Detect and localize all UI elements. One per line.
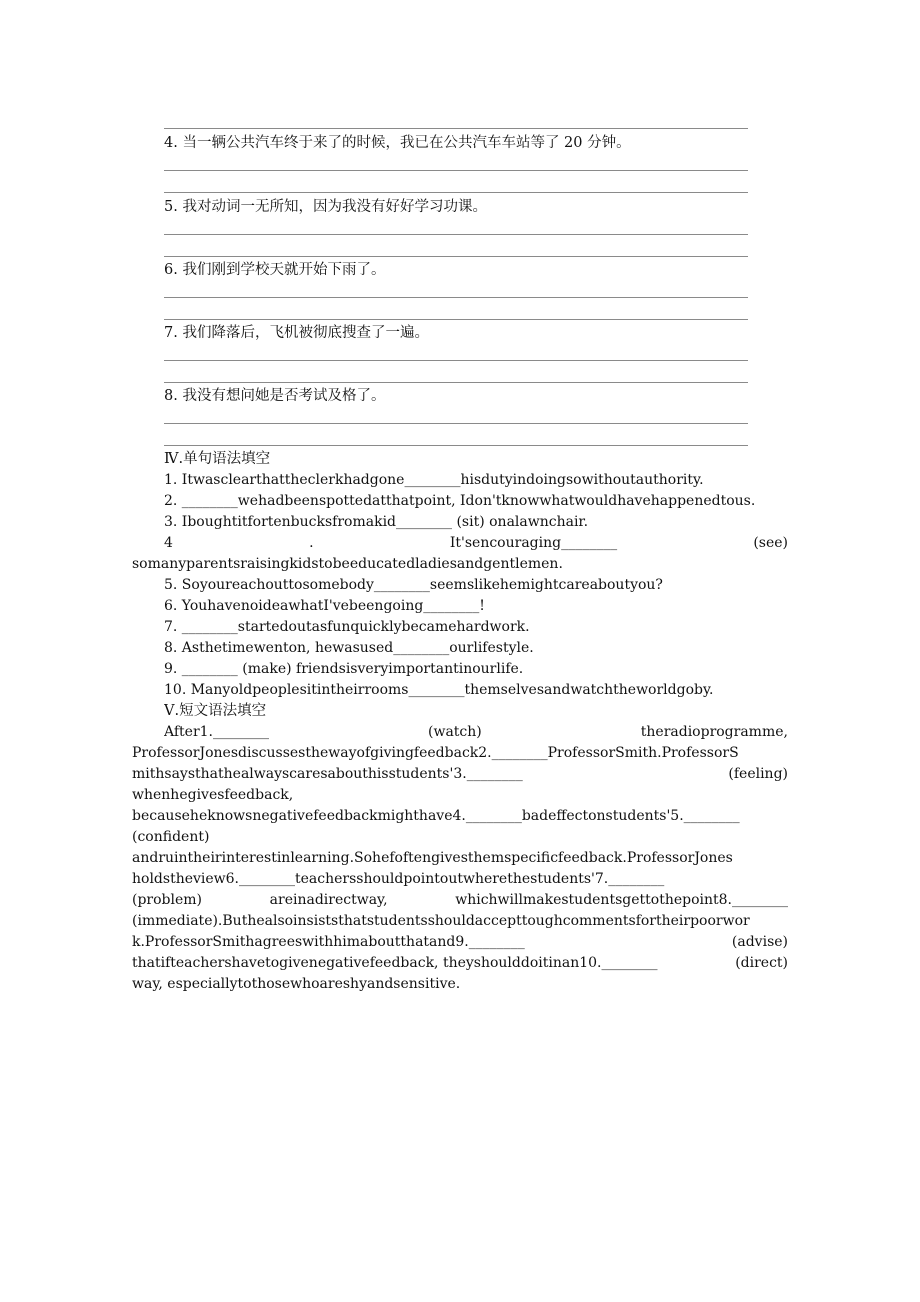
passage-line-4: whenhegivesfeedback, [132,787,294,803]
section-heading-5: Ⅴ.短文语法填空 [164,703,267,719]
answer-line [164,297,748,298]
passage-hint: (direct) [735,955,788,971]
grammar-item-2: 2. ________wehadbeenspottedatthatpoint, Idon'tknowwhatwouldhavehappenedtous. [164,493,756,509]
grammar-item-5: 5. Soyoureachouttosomebody________seemslikehemightcareaboutyou? [164,577,663,593]
passage-line-13: way, especiallytothosewhoareshyandsensitive. [132,976,461,992]
translation-item-4: 4. 当一辆公共汽车终于来了的时候，我已在公共汽车车站等了 20 分钟。 [164,135,631,151]
grammar-item-9: 9. ________ (make) friendsisveryimportantinourlife. [164,661,524,677]
passage-line-7: andruintheirinterestinlearning.Sohefoftengivesthemspecificfeedback.ProfessorJones [132,850,733,866]
passage-segment: whichwillmakestudentsgettothepoint8.________ [455,892,788,908]
item-number-dot: . [309,535,314,551]
grammar-item-7: 7. ________startedoutasfunquicklybecamehardwork. [164,619,530,635]
passage-line-2: ProfessorJonesdiscussesthewayofgivingfeedback2.________ProfessorSmith.ProfessorS [132,745,739,761]
answer-line [164,382,748,383]
item-hint: (see) [753,535,788,551]
translation-item-5: 5. 我对动词一无所知，因为我没有好好学习功课。 [164,199,487,215]
passage-segment: theradioprogramme, [640,724,788,740]
answer-line [164,360,748,361]
answer-line [164,256,748,257]
answer-line [164,234,748,235]
passage-line-10: (immediate).Buthealsoinsiststhatstudentsshouldaccepttoughcommentsfortheirpoorwor [132,913,750,929]
grammar-item-6: 6. YouhavenoideawhatI'vebeengoing________! [164,598,485,614]
passage-segment: areinadirectway, [269,892,388,908]
grammar-item-3: 3. Iboughtitfortenbucksfromakid________ (sit) onalawnchair. [164,514,589,530]
passage-segment: mithsaysthathealwayscaresabouthisstudents'3.________ [132,766,523,782]
passage-line-11 [132,932,788,953]
translation-item-7: 7. 我们降落后，飞机被彻底搜查了一遍。 [164,325,429,341]
passage-segment: After1.________ [164,724,270,740]
answer-line [164,445,748,446]
answer-line [164,128,748,129]
grammar-item-4-line2: somanyparentsraisingkidstobeeducatedladiesandgentlemen. [132,556,563,572]
passage-line-1 [164,722,788,743]
answer-line [164,192,748,193]
passage-segment: thatifteachershavetogivenegativefeedback, theyshoulddoitinan10.________ [132,955,658,971]
answer-line [164,423,748,424]
answer-line [164,319,748,320]
passage-line-8: holdstheview6.________teachersshouldpointoutwherethestudents'7.________ [132,871,665,887]
item-text: It'sencouraging________ [449,535,618,551]
passage-segment: k.ProfessorSmithagreeswithhimaboutthatand9.________ [132,934,525,950]
answer-line [164,170,748,171]
grammar-item-4-line1 [164,533,788,554]
translation-item-8: 8. 我没有想问她是否考试及格了。 [164,388,386,404]
grammar-item-1: 1. Itwasclearthattheclerkhadgone________hisdutyindoingsowithoutauthority. [164,472,704,488]
passage-hint: (watch) [428,724,482,740]
passage-hint: (feeling) [728,766,788,782]
grammar-item-8: 8. Asthetimewenton, hewasused________ourlifestyle. [164,640,534,656]
item-number: 4 [164,535,173,551]
passage-hint: (problem) [132,892,203,908]
passage-line-9 [132,890,788,911]
passage-line-12 [132,953,788,974]
passage-line-3 [132,764,788,785]
passage-hint: (advise) [731,934,788,950]
passage-line-5: becauseheknowsnegativefeedbackmighthave4.________badeffectonstudents'5.________ [132,808,740,824]
section-heading-4: Ⅳ.单句语法填空 [164,451,271,467]
translation-item-6: 6. 我们刚到学校天就开始下雨了。 [164,262,386,278]
grammar-item-10: 10. Manyoldpeoplesitintheirrooms________themselvesandwatchtheworldgoby. [164,682,714,698]
passage-line-6: (confident) [132,829,210,845]
